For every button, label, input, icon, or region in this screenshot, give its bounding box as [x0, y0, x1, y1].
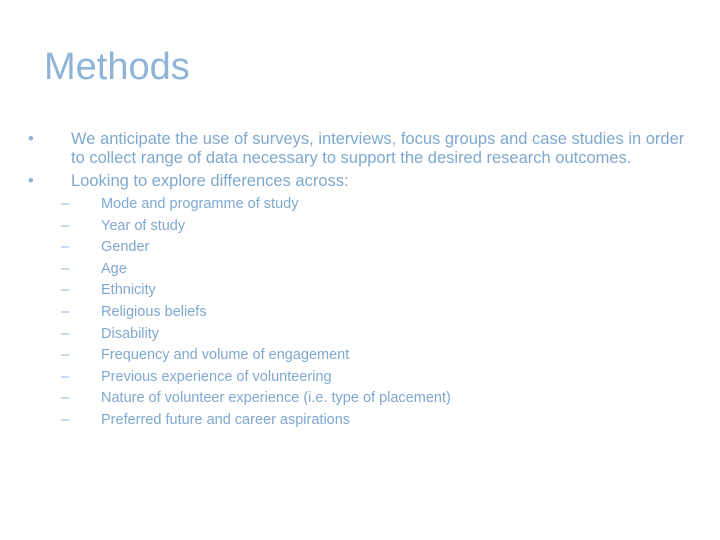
sub-bullet-text: Preferred future and career aspirations [101, 411, 351, 428]
sub-bullet-item [59, 302, 676, 324]
sub-bullet-item [59, 259, 676, 281]
dash-marker: – [61, 347, 70, 364]
sub-bullet-item [59, 345, 676, 367]
sub-bullet-text: Year of study [101, 217, 186, 234]
sub-bullet-text: Disability [101, 325, 160, 342]
sub-bullet-item [59, 280, 676, 302]
dash-marker: – [61, 390, 70, 407]
slide-title: Methods [44, 46, 190, 88]
bullet-marker: • [28, 172, 34, 190]
sub-bullet-text: Religious beliefs [101, 303, 207, 320]
bullet-item [28, 172, 688, 432]
sub-bullet-item [59, 388, 676, 410]
sub-bullet-item [59, 367, 676, 389]
sub-bullet-item [59, 410, 676, 432]
bullet-item [28, 130, 688, 168]
sub-bullet-text: Frequency and volume of engagement [101, 347, 350, 364]
sub-bullet-text: Age [101, 260, 127, 277]
sub-bullet-item [59, 324, 676, 346]
sub-bullet-item [59, 216, 676, 238]
dash-marker: – [61, 282, 70, 299]
sub-bullet-text: Ethnicity [101, 282, 156, 299]
dash-marker: – [61, 368, 70, 385]
sub-bullet-item [59, 237, 676, 259]
dash-marker: – [61, 260, 70, 277]
bullet-marker: • [28, 130, 34, 148]
dash-marker: – [61, 303, 70, 320]
sub-bullet-text: Mode and programme of study [101, 196, 299, 212]
sub-bullet-text: Previous experience of volunteering [101, 368, 332, 385]
sub-bullet-text: Nature of volunteer experience (i.e. type of placement) [101, 390, 451, 407]
dash-marker: – [61, 239, 70, 256]
bullet-text: Looking to explore differences across: [71, 172, 349, 190]
sub-bullet-list [59, 194, 676, 432]
bullet-text: We anticipate the use of surveys, interviews, focus groups and case studies in order to collect range of data necessary to support the desired research outcomes. [71, 130, 685, 167]
sub-bullet-item [59, 194, 676, 216]
dash-marker: – [61, 411, 70, 428]
sub-bullet-text: Gender [101, 239, 150, 256]
bullet-list [28, 130, 688, 436]
dash-marker: – [61, 196, 70, 212]
dash-marker: – [61, 217, 70, 234]
dash-marker: – [61, 325, 70, 342]
